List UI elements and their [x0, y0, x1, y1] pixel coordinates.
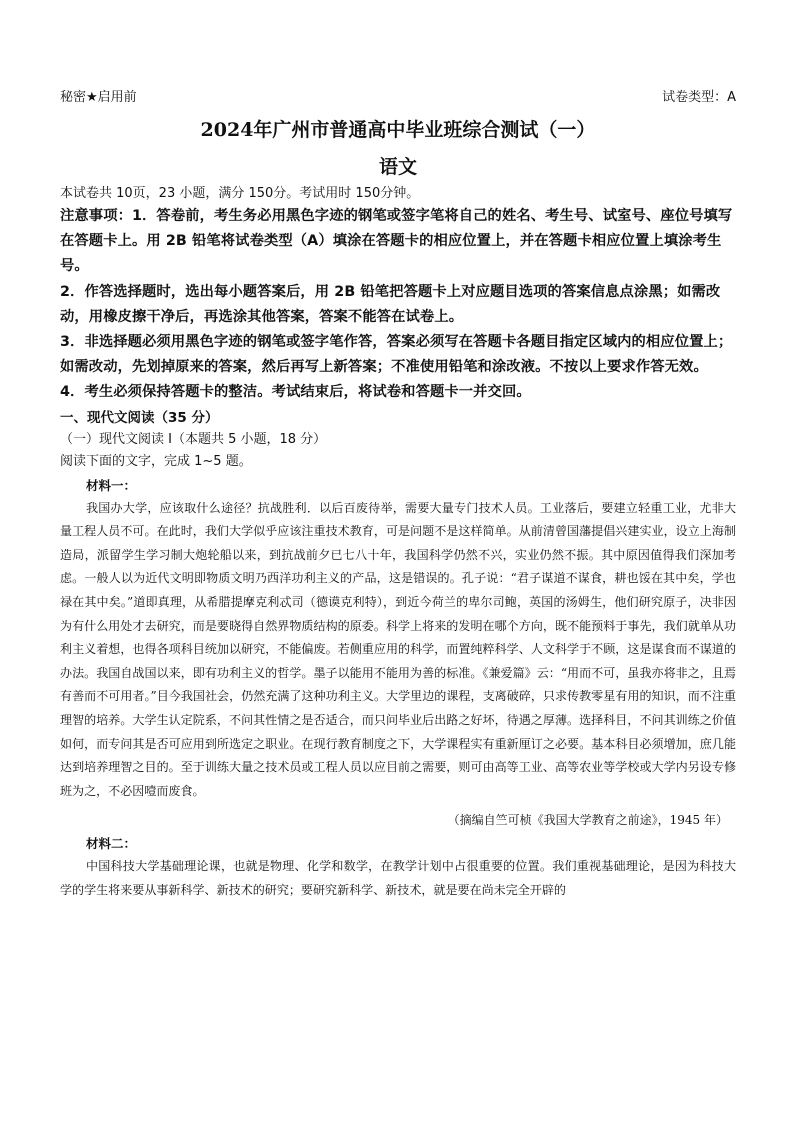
exam-info: 本试卷共 10页，23 小题，满分 150分。考试用时 150分钟。	[60, 186, 420, 201]
exam-title: 2024年广州市普通高中毕业班综合测试（一）	[200, 119, 596, 141]
paper-type-label: 试卷类型：A	[662, 90, 736, 105]
exam-page	[60, 88, 736, 903]
notice-item: 3．非选择题必须用黑色字迹的钢笔或签字笔作答，答案必须写在答题卡各题目指定区域内的相应位置上；如需改动，先划掉原来的答案，然后再写上新答案；不准使用铅笔和涂改液。不按以上要求作答无效。	[60, 334, 733, 376]
reading-instruction: 阅读下面的文字，完成 1~5 题。	[60, 453, 252, 469]
section-title: 一、现代文阅读（35 分）	[60, 409, 219, 426]
material-1-label: 材料一：	[86, 477, 137, 493]
notice-item: 注意事项：1．答卷前，考生务必用黑色字迹的钢笔或签字笔将自己的姓名、考生号、试室号、座位号填写在答题卡上。用 2B 铅笔将试卷类型（A）填涂在答题卡的相应位置上，并在答题卡相应位置上填涂考生号。	[60, 208, 733, 275]
header-row	[60, 88, 736, 108]
confidential-label: 秘密★启用前	[60, 90, 137, 105]
subsection-title: （一）现代文阅读 I（本题共 5 小题，18 分）	[60, 431, 327, 447]
material-1-text: 我国办大学，应该取什么途径？抗战胜利．以后百废待举，需要大量专门技术人员。工业落后，要建立轻重工业，尤非大量工程人员不可。在此时，我们大学似乎应该注重技术教育，可是问题不是这样简单。从前清曾国藩提倡兴建实业，设立上海制造局，派留学生学习制大炮轮船以来，到抗战前夕已七八十年，我国科学仍然不兴，实业仍然不振。其中原因值得我们深加考虑。一般人以为近代文明即物质文明乃西洋功利主义的产品，这是错误的。孔子说：“君子谋道不谋食，耕也馁在其中矣，学也禄在其中矣。”道即真理，从希腊提摩克利忒司（德谟克利特），到近今荷兰的卑尔司鲍，英国的汤姆生，他们研究原子，决非因为有什么用处才去研究，而是要晓得自然界物质结构的原委。科学上将来的发明在哪个方向，既不能预料于事先，我们就单从功利主义着想，也得各项科目统加以研究，不能偏废。若侧重应用的科学，而置纯粹科学、人文科学于不顾，这是谋食而不谋道的办法。我国自战国以来，即有功利主义的哲学。墨子以能用不能用为善的标准。《兼爱篇》云：“用而不可，虽我亦将非之，且焉有善而不可用者。”目今我国社会，仍然充满了这种功利主义。大学里边的课程，支离破碎，只求传教零星有用的知识，而不注重理智的培养。大学生认定院系，不问其性情之是否适合，而只问毕业后出路之好坏，待遇之厚薄。选择科目，不问其训练之价值如何，而专问其是否可应用到所选定之职业。在现行教育制度之下，大学课程实有重新厘订之必要。基本科目必须增加，庶几能达到培养理智之目的。至于训练大量之技术员或工程人员以应目前之需要，则可由高等工业、高等农业等学校或大学内另设专修班为之，不必因噎而废食。	[60, 500, 736, 798]
notice-item: 2．作答选择题时，选出每小题答案后，用 2B 铅笔把答题卡上对应题目选项的答案信息点涂黑；如需改动，用橡皮擦干净后，再选涂其他答案，答案不能答在试卷上。	[60, 283, 721, 325]
notice-item: 4．考生必须保持答题卡的整洁。考试结束后，将试卷和答题卡一并交回。	[60, 384, 531, 401]
material-2-label: 材料二：	[86, 836, 137, 852]
material-1-source: （摘编自竺可桢《我国大学教育之前途》，1945 年）	[447, 813, 728, 828]
material-2-text: 中国科技大学基础理论课，也就是物理、化学和数学，在教学计划中占很重要的位置。我们重视基础理论，是因为科技大学的学生将来要从事新科学、新技术的研究；要研究新科学、新技术，就是要在尚未完全开辟的	[60, 859, 736, 897]
subject-title: 语文	[378, 156, 417, 178]
